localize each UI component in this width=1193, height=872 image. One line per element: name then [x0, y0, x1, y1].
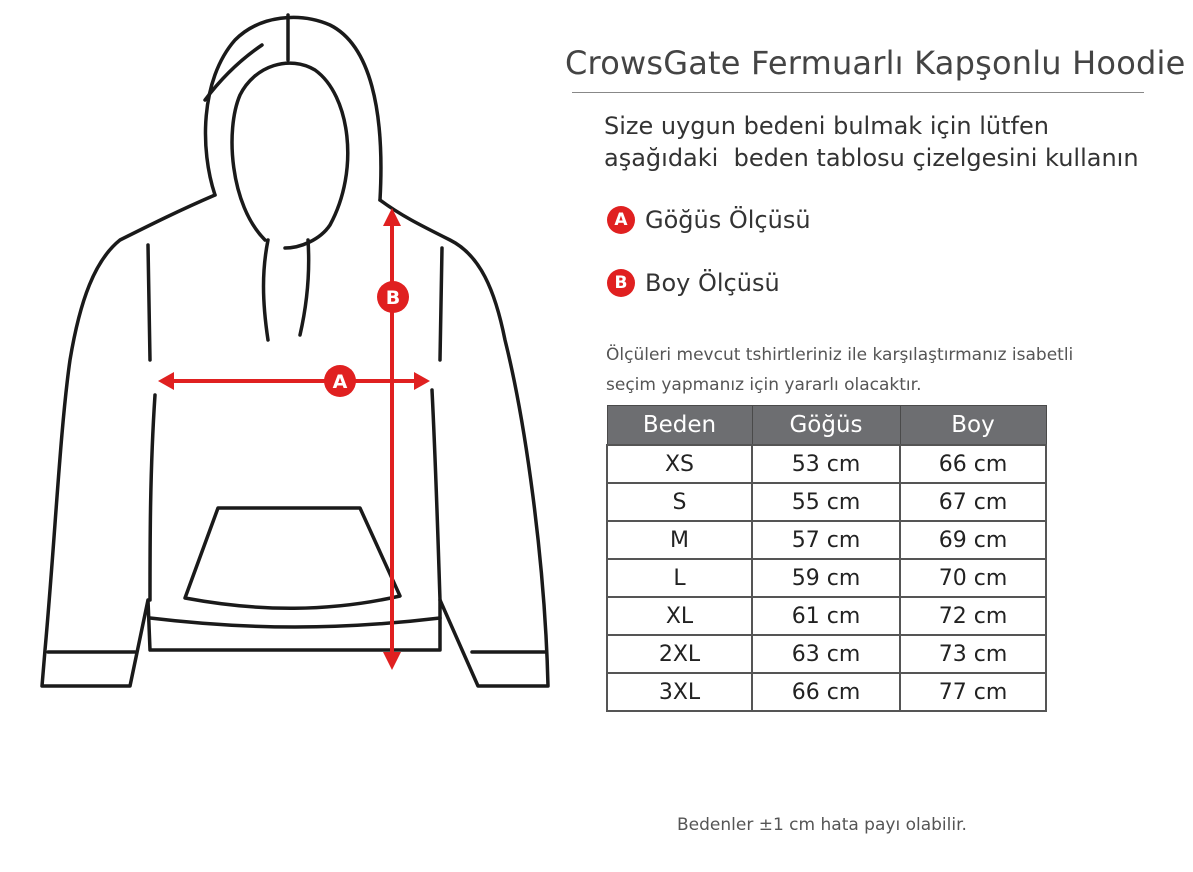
- cell-chest: 61 cm: [752, 597, 900, 635]
- table-row: [607, 521, 1046, 559]
- hoodie-diagram: [0, 0, 560, 720]
- legend-length-label: Boy Ölçüsü: [645, 269, 780, 297]
- cell-size: XS: [607, 445, 752, 483]
- table-row: [607, 559, 1046, 597]
- intro-text: Size uygun bedeni bulmak için lütfen aşağıdaki beden tablosu çizelgesini kullanın: [604, 112, 1139, 172]
- cell-chest: 57 cm: [752, 521, 900, 559]
- badge-a: A: [607, 206, 635, 234]
- cell-length: 77 cm: [900, 673, 1046, 711]
- marker-b-label: B: [385, 287, 401, 309]
- page-title: CrowsGate Fermuarlı Kapşonlu Hoodie: [565, 44, 1186, 82]
- table-row: [607, 445, 1046, 483]
- table-row: [607, 483, 1046, 521]
- hoodie-body-outline: [42, 195, 548, 686]
- table-row: [607, 597, 1046, 635]
- hood-outer: [205, 17, 380, 200]
- header-chest: Göğüs: [752, 406, 900, 446]
- cell-size: 3XL: [607, 673, 752, 711]
- legend-chest-label: Göğüs Ölçüsü: [645, 206, 811, 234]
- marker-a-label: A: [332, 371, 348, 393]
- cell-length: 67 cm: [900, 483, 1046, 521]
- cell-size: 2XL: [607, 635, 752, 673]
- badge-b: B: [607, 269, 635, 297]
- table-row: [607, 673, 1046, 711]
- header-size: Beden: [607, 406, 752, 446]
- legend-chest: [607, 206, 811, 234]
- tolerance-note: Bedenler ±1 cm hata payı olabilir.: [677, 815, 967, 835]
- cell-chest: 66 cm: [752, 673, 900, 711]
- cell-length: 69 cm: [900, 521, 1046, 559]
- cell-size: XL: [607, 597, 752, 635]
- table-header-row: [607, 406, 1046, 446]
- size-table: [606, 405, 1047, 712]
- cell-chest: 63 cm: [752, 635, 900, 673]
- cell-chest: 53 cm: [752, 445, 900, 483]
- cell-length: 66 cm: [900, 445, 1046, 483]
- pocket-outline: [185, 508, 400, 608]
- cell-size: M: [607, 521, 752, 559]
- cell-length: 72 cm: [900, 597, 1046, 635]
- cell-chest: 55 cm: [752, 483, 900, 521]
- cell-chest: 59 cm: [752, 559, 900, 597]
- hood-inner: [232, 63, 348, 248]
- title-divider: [572, 92, 1144, 93]
- cell-length: 73 cm: [900, 635, 1046, 673]
- legend-length: [607, 269, 780, 297]
- cell-length: 70 cm: [900, 559, 1046, 597]
- header-length: Boy: [900, 406, 1046, 446]
- cell-size: S: [607, 483, 752, 521]
- cell-size: L: [607, 559, 752, 597]
- table-row: [607, 635, 1046, 673]
- comparison-note: Ölçüleri mevcut tshirtleriniz ile karşılaştırmanız isabetli seçim yapmanız için yararlı olacaktır.: [606, 345, 1074, 395]
